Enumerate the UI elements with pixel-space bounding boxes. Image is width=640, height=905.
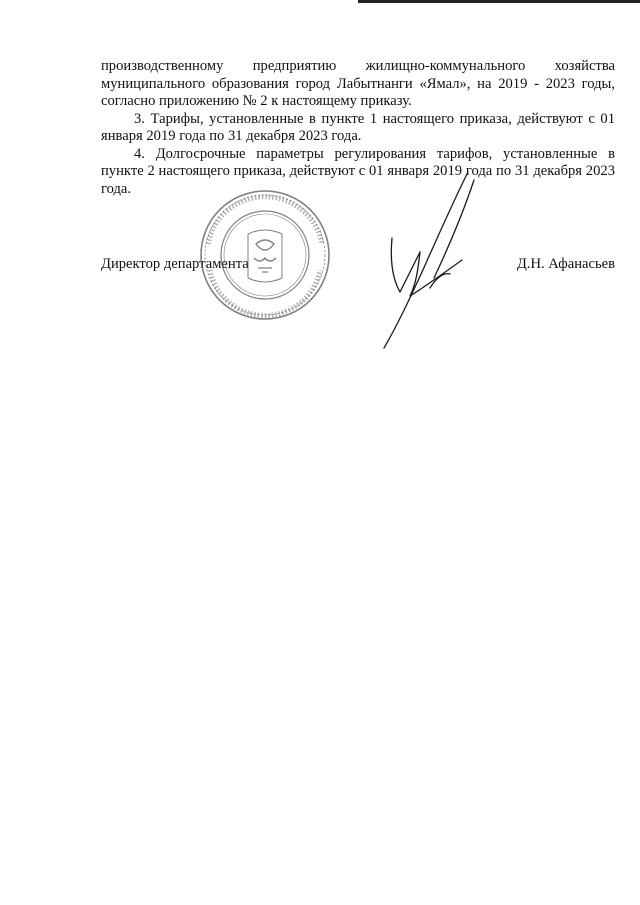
signatory-name: Д.Н. Афанасьев (516, 256, 615, 272)
handwritten-signature (370, 160, 510, 360)
paragraph-continuation: производственному предприятию жилищно-коммунального хозяйства муниципального образования город Лабытнанги «Ямал», на 2019 - 2023 годы, согласно приложению № 2 к настоящему приказу. (101, 58, 615, 109)
official-seal-stamp (196, 186, 334, 324)
signatory-position: Директор департамента (101, 256, 249, 272)
paragraph-4: 4. Долгосрочные параметры регулирования тарифов, установленные в пункте 2 настоящего приказа, действуют с 01 января 2019 года по 31 декабря 2023 года. (101, 145, 615, 197)
paragraph-3: 3. Тарифы, установленные в пункте 1 настоящего приказа, действуют с 01 января 2019 года по 31 декабря 2023 года. (101, 110, 615, 144)
signature-block (101, 256, 615, 276)
top-border-line (358, 0, 640, 3)
document-body (101, 58, 615, 198)
